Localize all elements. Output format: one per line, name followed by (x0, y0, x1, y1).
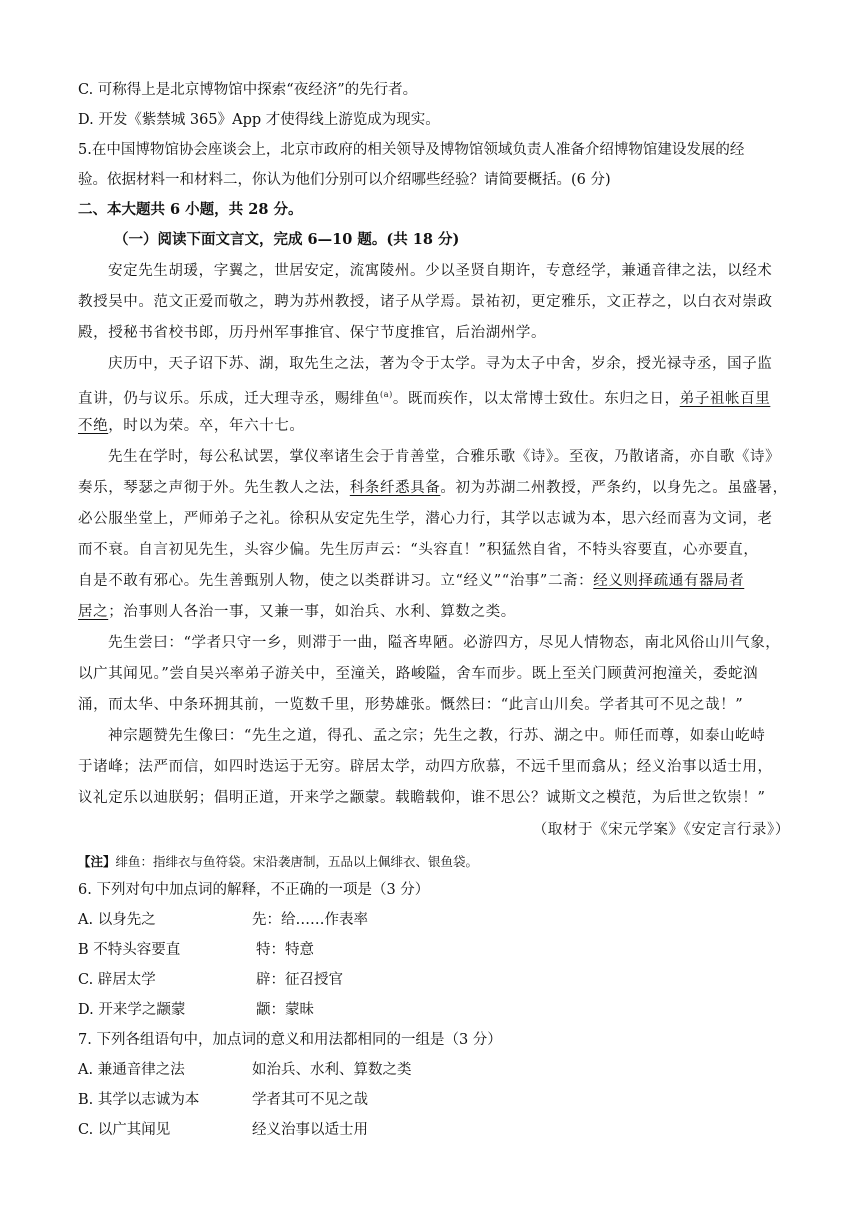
q7-option (78, 1090, 790, 1110)
q7-stem: 7. 下列各组语句中，加点词的意义和用法都相同的一组是（3 分） (78, 1032, 502, 1048)
q7-option (78, 1120, 790, 1140)
q6-stem: 6. 下列对句中加点词的解释，不正确的一项是（3 分） (78, 882, 430, 898)
passage-line: 庆历中，天子诏下苏、湖，取先生之法，著为令于太学。寻为太子中舍，岁余，授光禄寺丞，国子监 (108, 356, 773, 372)
passage-line: 教授吴中。范文正爱而敬之，聘为苏州教授，诸子从学焉。景祐初，更定雅乐，文正荐之，以白衣对崇政 (78, 294, 773, 310)
q7-option-right: 经义治事以适士用 (252, 1122, 368, 1138)
passage-line: 先生在学时，每公私试罢，掌仪率诸生会于肯善堂，合雅乐歌《诗》。至夜，乃散诸斋，亦自歌《诗》 (108, 449, 781, 465)
q6-option-label: A. 以身先之 (78, 912, 156, 928)
section-2-heading: 二、本大题共 6 小题，共 28 分。 (78, 201, 303, 218)
q6-option (78, 1000, 790, 1020)
q4-option-c: C. 可称得上是北京博物馆中探索“夜经济”的先行者。 (78, 82, 418, 98)
underlined-sentence: 经义则择疏通有器局者 (593, 573, 745, 589)
passage-line (78, 602, 790, 622)
passage-line: 而不衰。自言初见先生，头容少偏。先生厉声云：“头容直！”积猛然自省，不特头容要直，心亦要直， (78, 542, 759, 558)
passage-line: 涌，而太华、中条环拥其前，一览数千里，形势雄张。慨然曰：“此言山川矣。学者其可不见之哉！” (78, 697, 744, 713)
passage-text: 。既而疾作，以太常博士致仕。东归之日， (392, 391, 680, 407)
passage-line: 安定先生胡瑗，字翼之，世居安定，流寓陵州。少以圣贤自期许，专意经学，兼通音律之法，以经术 (108, 263, 773, 279)
q6-option-gloss: 特：特意 (256, 942, 314, 958)
q6-option (78, 970, 790, 990)
passage-line: 议礼定乐以迪朕躬；倡明正道，开来学之颛蒙。载瞻载仰，谁不思公？诚斯文之模范，为后世之钦崇！” (78, 790, 766, 806)
passage-line: 先生尝曰：“学者只守一乡，则滞于一曲，隘吝卑陋。必游四方，尽见人情物态，南北风俗山川气象， (108, 635, 781, 651)
passage-line: 必公服坐堂上，严师弟子之礼。徐积从安定先生学，潜心力行，其学以志诚为本，思六经而喜为文词，老 (78, 511, 773, 527)
underlined-sentence: 不绝 (78, 418, 109, 434)
passage-line (78, 416, 790, 436)
passage-text: 直讲，仍与议乐。乐成，迁大理寺丞，赐绯鱼 (78, 391, 380, 407)
passage-text: ；治事则人各治一事，又兼一事，如治兵、水利、算数之类。 (108, 604, 516, 620)
q6-option-gloss: 颛：蒙昧 (256, 1002, 314, 1018)
passage-line: 以广其闻见。”尝自吴兴率弟子游关中，至潼关，路峻隘，舍车而步。既上至关门顾黄河抱潼关，委蛇汹 (78, 666, 759, 682)
q7-option (78, 1060, 790, 1080)
q6-option-gloss: 辟：征召授官 (256, 972, 343, 988)
passage-line (78, 478, 790, 498)
passage-line: 殿，授秘书省校书郎，历丹州军事推官、保宁节度推官，后治湖州学。 (78, 325, 547, 341)
q6-option (78, 910, 790, 930)
q4-option-d: D. 开发《紫禁城 365》App 才使得线上游览成为现实。 (78, 112, 440, 128)
q6-option-label: B 不特头容要直 (78, 942, 181, 958)
q6-option-label: D. 开来学之颛蒙 (78, 1002, 186, 1018)
passage-text: 奏乐，琴瑟之声彻于外。先生教人之法， (78, 480, 350, 496)
passage-source: （取材于《宋元学案》《安定言行录》） (532, 822, 790, 838)
q7-option-left: C. 以广其闻见 (78, 1122, 171, 1138)
footnote-text: 绯鱼：指绯衣与鱼符袋。宋沿袭唐制，五品以上佩绯衣、银鱼袋。 (115, 854, 479, 869)
passage-line: 神宗题赞先生像曰：“先生之道，得孔、孟之宗；先生之教，行苏、湖之中。师任而尊，如泰山屹峙 (108, 728, 766, 744)
passage-line: 于诸峰；法严而信，如四时迭运于无穷。辟居太学，动四方欣慕，不远千里而翕从；经义治事以适士用， (78, 759, 773, 775)
q7-option-left: A. 兼通音律之法 (78, 1062, 185, 1078)
section-2-subheading: （一）阅读下面文言文，完成 6—10 题。(共 18 分) (114, 231, 460, 248)
q6-option (78, 940, 790, 960)
underlined-sentence: 弟子祖帐百里 (679, 391, 771, 407)
q7-option-right: 如治兵、水利、算数之类 (252, 1062, 412, 1078)
underlined-sentence: 科条纤悉具备 (349, 480, 441, 496)
q6-option-gloss: 先：给……作表率 (252, 912, 368, 928)
passage-text: 。初为苏湖二州教授，严条约，以身先之。虽盛暑， (440, 480, 788, 496)
q7-option-right: 学者其可不见之哉 (252, 1092, 368, 1108)
footnote-label: 【注】 (78, 854, 116, 869)
footnote (78, 852, 790, 872)
q5-stem-line-1: 5.在中国博物馆协会座谈会上，北京市政府的相关领导及博物馆领域负责人准备介绍博物馆建设发展的经 (78, 142, 745, 158)
passage-text: 自是不敢有邪心。先生善甄别人物，使之以类群讲习。立“经义”“治事”二斋： (78, 573, 594, 589)
footnote-marker: (a) (380, 390, 393, 399)
q7-option-left: B. 其学以志诚为本 (78, 1092, 200, 1108)
q5-stem-line-2: 验。依据材料一和材料二，你认为他们分别可以介绍哪些经验？请简要概括。(6 分) (78, 172, 611, 188)
q6-option-label: C. 辟居太学 (78, 972, 156, 988)
passage-line (78, 385, 790, 409)
passage-text: ，时以为荣。卒，年六十七。 (108, 418, 305, 434)
underlined-sentence: 居之 (78, 604, 109, 620)
passage-line (78, 571, 790, 591)
